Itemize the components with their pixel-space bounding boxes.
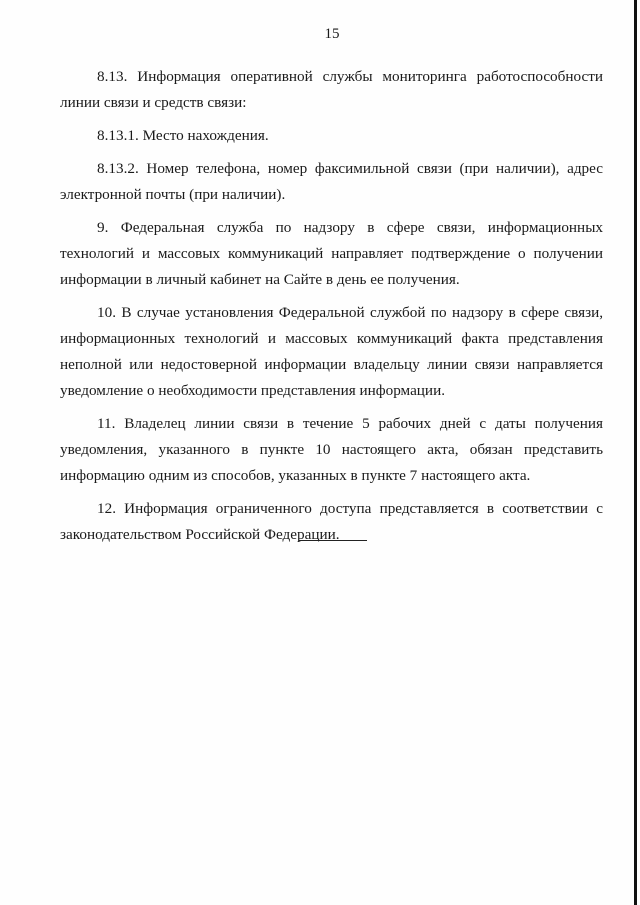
- paragraph-8-13-2: 8.13.2. Номер телефона, номер факсимильной связи (при наличии), адрес электронной почты (при наличии).: [60, 159, 603, 203]
- document-body: [60, 64, 603, 555]
- page-number: 15: [324, 26, 340, 42]
- paragraph-10: 10. В случае установления Федеральной службой по надзору в сфере связи, информационных технологий и массовых коммуникаций факта представления неполной или недостоверной информации владельцу линии связи направляется уведомление о необходимости представления информации.: [60, 303, 603, 400]
- end-of-document-rule: [299, 540, 367, 541]
- paragraph-8-13: 8.13. Информация оперативной службы мониторинга работоспособности линии связи и средств связи:: [60, 68, 603, 112]
- paragraph-8-13-1: 8.13.1. Место нахождения.: [97, 126, 269, 144]
- paragraph-12: 12. Информация ограниченного доступа представляется в соответствии с законодательством Российской Федерации.: [60, 500, 603, 544]
- paragraph-11: 11. Владелец линии связи в течение 5 рабочих дней с даты получения уведомления, указанного в пункте 10 настоящего акта, обязан представить информацию одним из способов, указанных в пункте 7 настоящего акта.: [60, 414, 603, 485]
- paragraph-9: 9. Федеральная служба по надзору в сфере связи, информационных технологий и массовых коммуникаций направляет подтверждение о получении информации в личный кабинет на Сайте в день ее получения.: [60, 218, 603, 288]
